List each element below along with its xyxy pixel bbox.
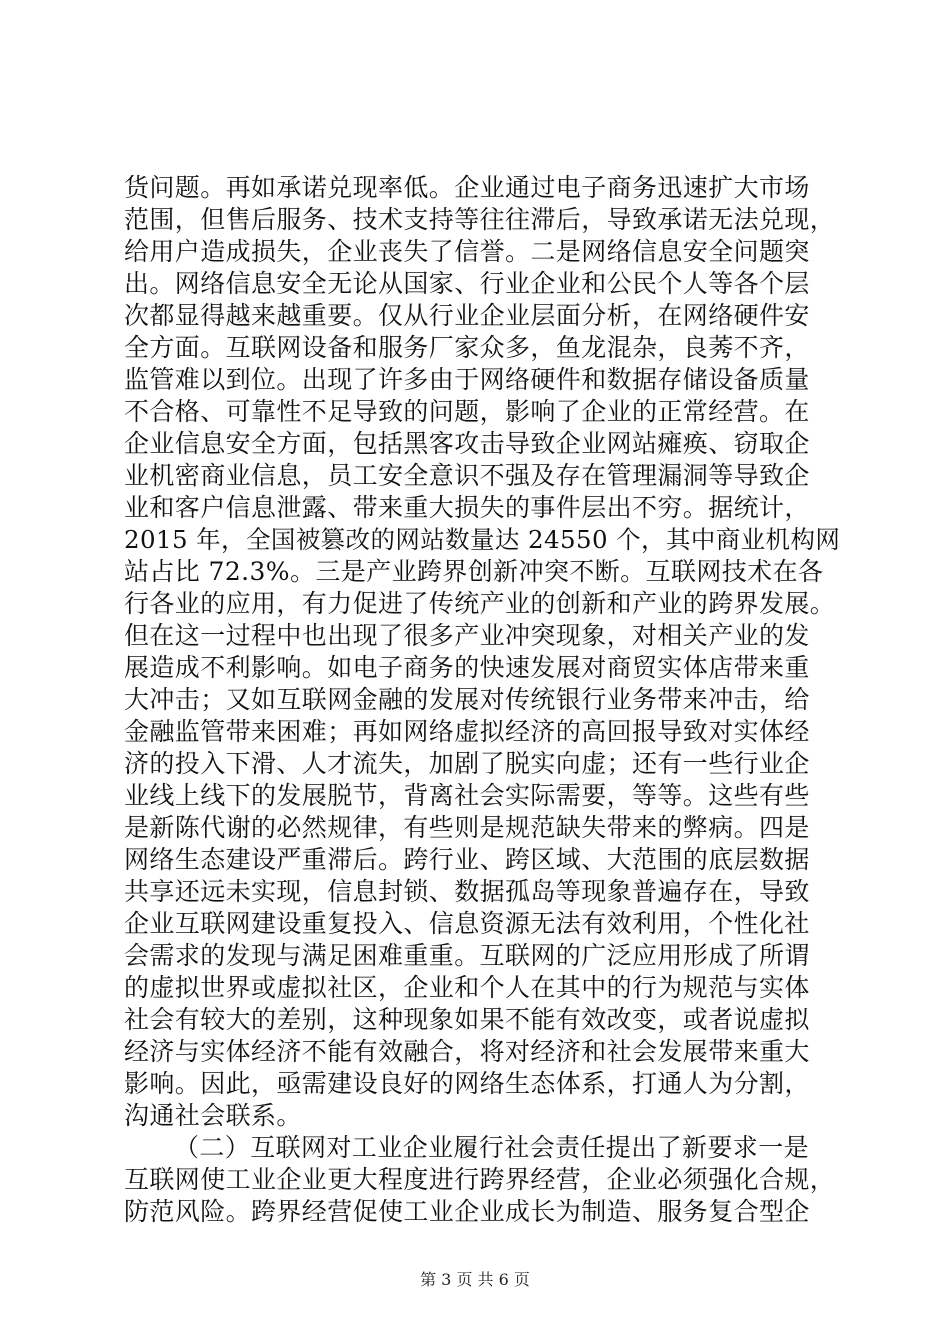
text-line: 企业信息安全方面，包括黑客攻击导致企业网站瘫痪、窃取企 xyxy=(124,429,810,458)
section-heading-line: （二）互联网对工业企业履行社会责任提出了新要求一是 xyxy=(174,1133,810,1162)
text-line: 影响。因此，亟需建设良好的网络生态体系，打通人为分割， xyxy=(124,1069,810,1098)
text-line: 次都显得越来越重要。仅从行业企业层面分析，在网络硬件安 xyxy=(124,301,810,330)
text-line: 展造成不利影响。如电子商务的快速发展对商贸实体店带来重 xyxy=(124,653,810,682)
page-number-footer: 第 3 页 共 6 页 xyxy=(420,1270,530,1289)
text-line: 经济与实体经济不能有效融合，将对经济和社会发展带来重大 xyxy=(124,1037,810,1066)
text-line: 出。网络信息安全无论从国家、行业企业和公民个人等各个层 xyxy=(124,269,810,298)
text-line: 行各业的应用，有力促进了传统产业的创新和产业的跨界发展。 xyxy=(124,589,836,618)
text-line: 的虚拟世界或虚拟社区，企业和个人在其中的行为规范与实体 xyxy=(124,973,810,1002)
text-line: 业机密商业信息，员工安全意识不强及存在管理漏洞等导致企 xyxy=(124,461,810,490)
body-text xyxy=(124,172,844,1228)
text-line: 共享还远未实现，信息封锁、数据孤岛等现象普遍存在，导致 xyxy=(124,877,810,906)
text-line: 会需求的发现与满足困难重重。互联网的广泛应用形成了所谓 xyxy=(124,941,810,970)
text-line: 互联网使工业企业更大程度进行跨界经营，企业必须强化合规， xyxy=(124,1165,836,1194)
text-line: 范围，但售后服务、技术支持等往往滞后，导致承诺无法兑现， xyxy=(124,205,836,234)
text-line: 济的投入下滑、人才流失，加剧了脱实向虚；还有一些行业企 xyxy=(124,749,810,778)
text-line: 不合格、可靠性不足导致的问题，影响了企业的正常经营。在 xyxy=(124,397,810,426)
text-line: 防范风险。跨界经营促使工业企业成长为制造、服务复合型企 xyxy=(124,1197,810,1226)
text-line: 企业互联网建设重复投入、信息资源无法有效利用，个性化社 xyxy=(124,909,810,938)
text-line: 是新陈代谢的必然规律，有些则是规范缺失带来的弊病。四是 xyxy=(124,813,810,842)
text-line: 沟通社会联系。 xyxy=(124,1101,302,1130)
text-line: 给用户造成损失，企业丧失了信誉。二是网络信息安全问题突 xyxy=(124,237,810,266)
text-line: 网络生态建设严重滞后。跨行业、跨区域、大范围的底层数据 xyxy=(124,845,810,874)
text-line: 但在这一过程中也出现了很多产业冲突现象，对相关产业的发 xyxy=(124,621,810,650)
text-line: 监管难以到位。出现了许多由于网络硬件和数据存储设备质量 xyxy=(124,365,810,394)
text-line: 大冲击；又如互联网金融的发展对传统银行业务带来冲击，给 xyxy=(124,685,810,714)
text-line: 全方面。互联网设备和服务厂家众多，鱼龙混杂，良莠不齐， xyxy=(124,333,810,362)
text-line: 货问题。再如承诺兑现率低。企业通过电子商务迅速扩大市场 xyxy=(124,173,810,202)
text-line: 业线上线下的发展脱节，背离社会实际需要，等等。这些有些 xyxy=(124,781,810,810)
text-line: 站占比 72.3%。三是产业跨界创新冲突不断。互联网技术在各 xyxy=(124,557,824,586)
text-line: 业和客户信息泄露、带来重大损失的事件层出不穷。据统计， xyxy=(124,493,810,522)
text-line: 2015 年，全国被篡改的网站数量达 24550 个，其中商业机构网 xyxy=(124,525,841,554)
text-line: 社会有较大的差别，这种现象如果不能有效改变，或者说虚拟 xyxy=(124,1005,810,1034)
text-line: 金融监管带来困难；再如网络虚拟经济的高回报导致对实体经 xyxy=(124,717,810,746)
